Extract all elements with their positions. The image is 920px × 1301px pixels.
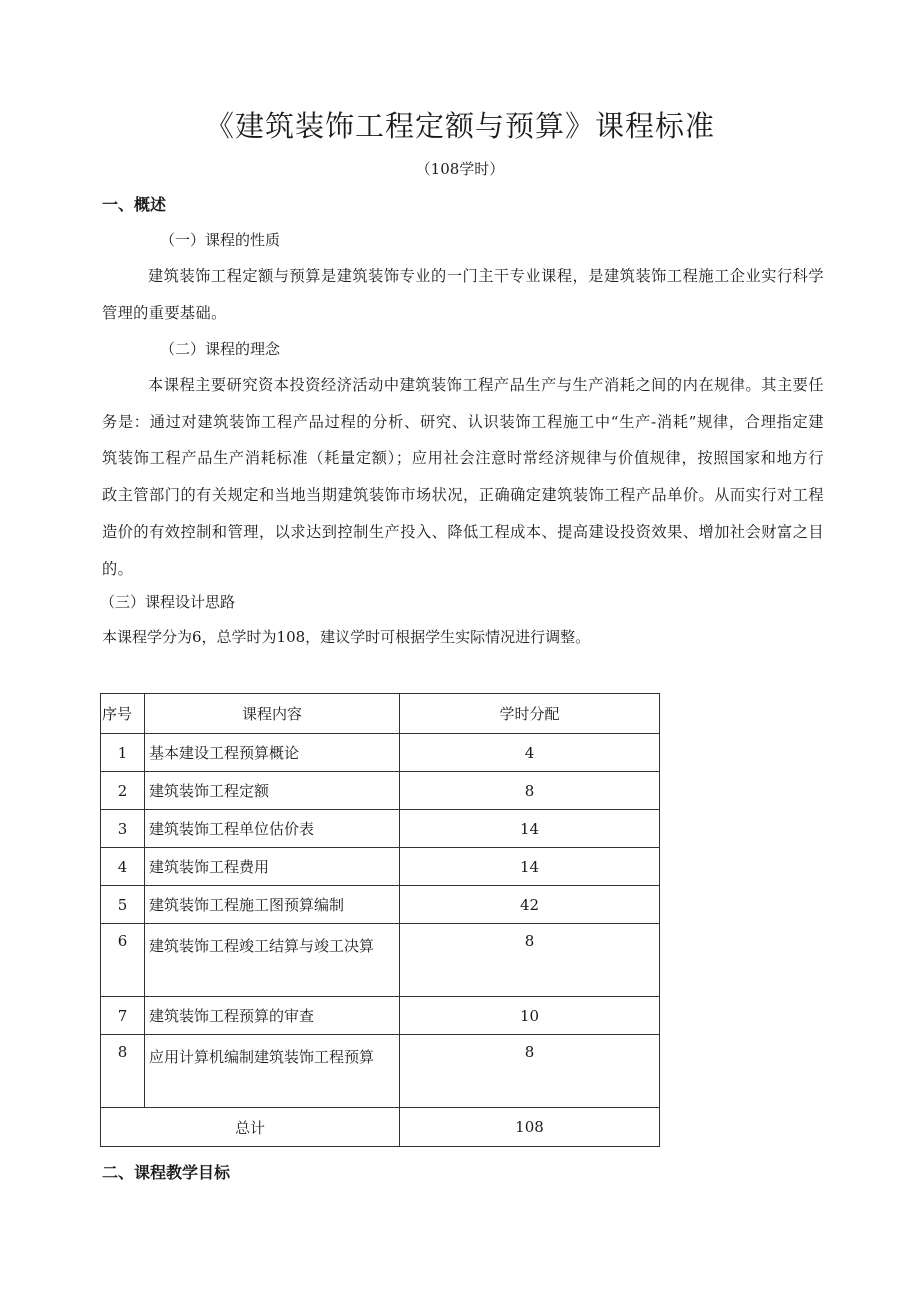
table-row: [101, 848, 660, 886]
row-number: 7: [101, 997, 145, 1035]
row-number: 4: [101, 848, 145, 886]
row-content: 建筑装饰工程施工图预算编制: [145, 886, 400, 924]
document-subtitle: （108学时）: [415, 160, 505, 178]
paragraph-course-philosophy: 本课程主要研究资本投资经济活动中建筑装饰工程产品生产与生产消耗之间的内在规律。其主要任务是：通过对建筑装饰工程产品过程的分析、研究、认识装饰工程施工中“生产-消耗”规律，合理指定建筑装饰工程产品生产消耗标准（耗量定额）；应用社会注意时常经济规律与价值规律，按照国家和地方行政主管部门的有关规定和当地当期建筑装饰市场状况，正确确定建筑装饰工程产品单价。从而实行对工程造价的有效控制和管理，以求达到控制生产投入、降低工程成本、提高建设投资效果、增加社会财富之目的。: [102, 376, 824, 578]
table-row: [101, 886, 660, 924]
row-content: 应用计算机编制建筑装饰工程预算: [145, 1035, 400, 1108]
subheading-course-nature: （一）课程的性质: [160, 231, 281, 249]
table-row: [101, 1035, 660, 1108]
row-number: 6: [101, 924, 145, 997]
total-hours: 108: [400, 1108, 660, 1147]
row-hours: 8: [400, 772, 660, 810]
table-row: [101, 924, 660, 997]
row-content: 建筑装饰工程竣工结算与竣工决算: [145, 924, 400, 997]
header-hours: 学时分配: [400, 694, 660, 734]
paragraph-design-approach: 本课程学分为6，总学时为108，建议学时可根据学生实际情况进行调整。: [102, 628, 591, 646]
row-number: 3: [101, 810, 145, 848]
total-label: 总计: [101, 1108, 400, 1147]
row-content: 建筑装饰工程预算的审查: [145, 997, 400, 1035]
hours-allocation-table: [100, 693, 660, 1147]
row-content: 建筑装饰工程单位估价表: [145, 810, 400, 848]
table-row: [101, 810, 660, 848]
section-heading-overview: 一、概述: [102, 195, 167, 214]
row-hours: 8: [400, 1035, 660, 1108]
row-hours: 14: [400, 848, 660, 886]
row-content: 建筑装饰工程定额: [145, 772, 400, 810]
document-title: 《建筑装饰工程定额与预算》课程标准: [204, 109, 715, 143]
row-hours: 4: [400, 734, 660, 772]
table-row: [101, 734, 660, 772]
row-number: 2: [101, 772, 145, 810]
header-content: 课程内容: [145, 694, 400, 734]
table-row: [101, 772, 660, 810]
row-number: 1: [101, 734, 145, 772]
row-content: 基本建设工程预算概论: [145, 734, 400, 772]
row-hours: 10: [400, 997, 660, 1035]
section-heading-teaching-goals: 二、课程教学目标: [102, 1163, 231, 1182]
row-hours: 14: [400, 810, 660, 848]
subheading-course-philosophy: （二）课程的理念: [160, 340, 281, 358]
subheading-design-approach: （三）课程设计思路: [100, 593, 236, 611]
table-total-row: [101, 1108, 660, 1147]
row-hours: 42: [400, 886, 660, 924]
paragraph-course-nature: 建筑装饰工程定额与预算是建筑装饰专业的一门主干专业课程，是建筑装饰工程施工企业实行科学管理的重要基础。: [102, 267, 824, 322]
table-header-row: [101, 694, 660, 734]
table-row: [101, 997, 660, 1035]
row-hours: 8: [400, 924, 660, 997]
row-content: 建筑装饰工程费用: [145, 848, 400, 886]
header-number: 序号: [101, 694, 145, 734]
row-number: 8: [101, 1035, 145, 1108]
row-number: 5: [101, 886, 145, 924]
